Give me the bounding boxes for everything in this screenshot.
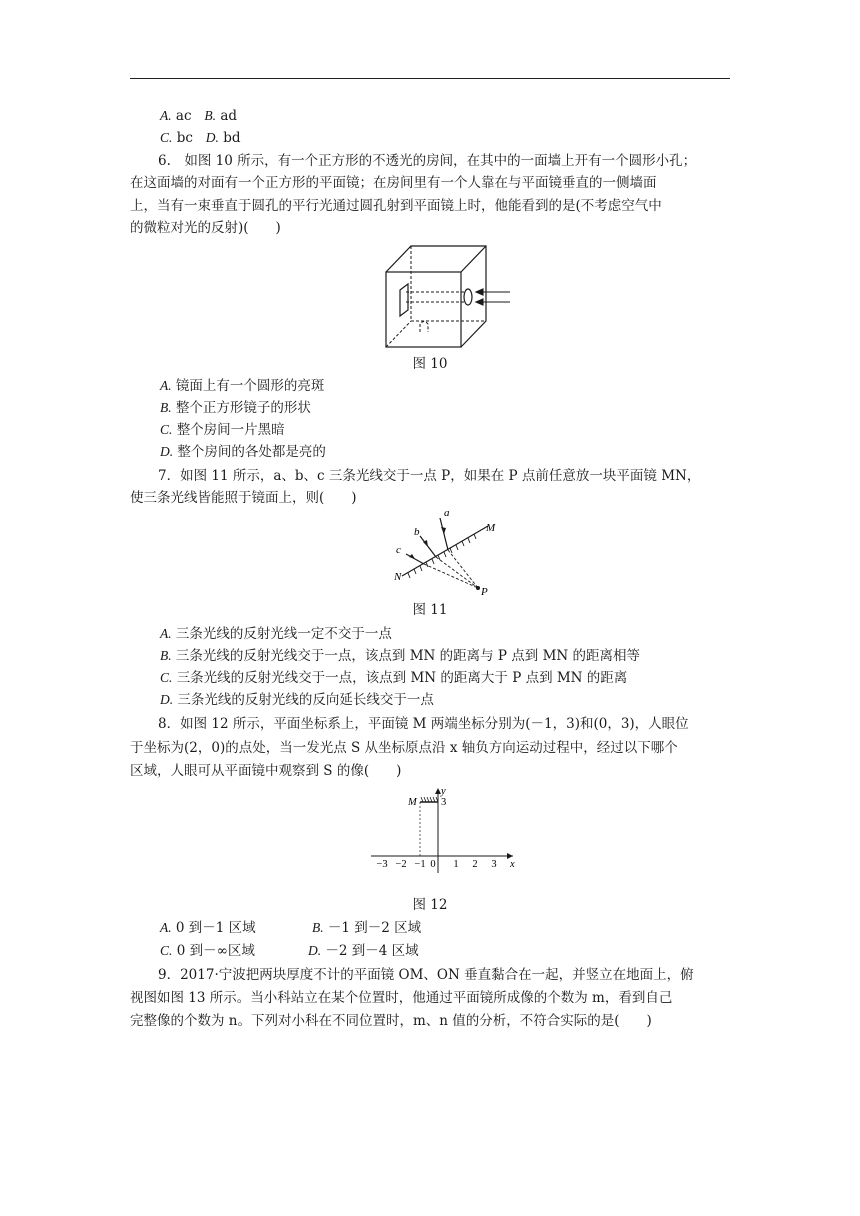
option-c-label: C. [160, 943, 173, 958]
q8-options-row-1 [160, 918, 760, 938]
person-outline [420, 322, 428, 333]
label-x: x [510, 859, 515, 870]
option-b [312, 918, 421, 938]
header-rule [130, 78, 730, 79]
q6-option-c [160, 420, 760, 440]
option-label: C. [160, 422, 173, 437]
q7-stem-line-2: 使三条光线皆能照于镜面上，则( ) [130, 490, 357, 506]
q6-stem-line-3: 上，当有一束垂直于圆孔的平行光通过圆孔射到平面镜上时，他能看到的是(不考虑空气中 [130, 198, 662, 214]
option-c-text: 0 到－∞区域 [176, 943, 255, 959]
hidden-edge-diagonal [386, 321, 411, 347]
tick-neg1: −1 [414, 859, 426, 870]
mirror-hatching [421, 797, 438, 802]
q8-options-row-2 [160, 941, 760, 961]
option-d [308, 941, 419, 961]
option-c-text: bc [176, 130, 193, 146]
tick-3: 3 [491, 859, 497, 870]
option-label: C. [160, 670, 173, 685]
option-label: A. [160, 378, 172, 393]
figure-12-coordinate-plane [365, 785, 520, 875]
option-text: 三条光线的反射光线交于一点，该点到 MN 的距离与 P 点到 MN 的距离相等 [175, 648, 641, 664]
figure-12-caption: 图 12 [412, 897, 448, 913]
label-p: P [481, 586, 488, 598]
ray-c-extension [424, 564, 478, 588]
q9-stem-line-3: 完整像的个数为 n。下列对小科在不同位置时，m、n 值的分析，不符合实际的是( ) [130, 1013, 652, 1029]
label-y: y [441, 786, 446, 797]
q7-stem-line-1: 7．如图 11 所示，a、b、c 三条光线交于一点 P，如果在 P 点前任意放一块平面镜 MN， [158, 468, 701, 484]
option-b-label: B. [312, 920, 324, 935]
option-label: B. [160, 648, 172, 663]
incoming-light-arrows [476, 289, 510, 305]
option-text: 镜面上有一个圆形的亮斑 [175, 378, 325, 394]
label-c: c [396, 544, 401, 556]
option-text: 整个房间的各处都是亮的 [177, 444, 326, 460]
hole-ellipse [464, 289, 472, 305]
option-label: D. [160, 444, 174, 459]
option-d-text: －2 到－4 区域 [325, 943, 419, 959]
q8-stem-line-1: 8．如图 12 所示，平面坐标系上，平面镜 M 两端坐标分别为(－1，3)和(0，3)，人眼位 [158, 716, 689, 732]
label-y3: 3 [441, 797, 447, 808]
q6-stem-line-2: 在这面墙的对面有一个正方形的平面镜；在房间里有一个人靠在与平面镜垂直的一侧墙面 [130, 175, 657, 191]
q6-option-d [160, 442, 760, 462]
option-text: 整个房间一片黑暗 [176, 422, 285, 438]
option-text: 三条光线的反射光线的反向延长线交于一点 [177, 692, 434, 708]
q8-stem-line-3: 区域，人眼可从平面镜中观察到 S 的像( ) [130, 763, 402, 779]
option-b-text: －1 到－2 区域 [327, 920, 422, 936]
option-c-label: C. [160, 130, 173, 145]
mirror-hatching [408, 534, 476, 578]
option-d-text: bd [223, 130, 241, 146]
option-label: A. [160, 626, 172, 641]
ray-b [420, 536, 436, 557]
tick-neg2: −2 [395, 859, 407, 870]
option-b-text: ad [220, 108, 238, 124]
mirror-shape [400, 284, 408, 316]
q7-option-d [160, 690, 760, 710]
label-m: M [486, 522, 496, 534]
option-label: D. [160, 692, 174, 707]
q6-stem-line-1: 6. 如图 10 所示，有一个正方形的不透光的房间，在其中的一面墙上开有一个圆形小孔； [158, 153, 697, 169]
tick-1: 1 [453, 859, 459, 870]
q7-option-a [160, 624, 760, 644]
option-d-label: D. [205, 130, 219, 145]
option-label: B. [160, 400, 172, 415]
label-b: b [414, 526, 420, 538]
option-b-label: B. [204, 108, 217, 123]
q7-option-b [160, 646, 760, 666]
q5-options-row-1 [160, 106, 760, 126]
label-m: M [408, 797, 417, 808]
option-text: 整个正方形镜子的形状 [175, 400, 311, 416]
q6-option-a [160, 376, 760, 396]
option-text: 三条光线的反射光线交于一点，该点到 MN 的距离大于 P 点到 MN 的距离 [176, 670, 628, 686]
q6-option-b [160, 398, 760, 418]
option-text: 三条光线的反射光线一定不交于一点 [175, 626, 392, 642]
label-n: N [394, 571, 402, 583]
figure-10-caption: 图 10 [412, 356, 448, 372]
figure-11-caption: 图 11 [412, 602, 448, 618]
figure-10-room-diagram [380, 240, 515, 350]
option-a-text: 0 到－1 区域 [175, 920, 256, 936]
q7-option-c [160, 668, 760, 688]
option-d-label: D. [308, 943, 322, 958]
tick-0: 0 [430, 859, 436, 870]
x-tick-labels [376, 859, 496, 870]
tick-neg3: −3 [376, 859, 388, 870]
option-a-label: A. [160, 920, 172, 935]
q6-stem-line-4: 的微粒对光的反射)( ) [130, 220, 281, 236]
figure-11-mirror-rays [392, 506, 504, 598]
q9-stem-line-1: 9．2017·宁波把两块厚度不计的平面镜 OM、ON 垂直黏合在一起，并竖立在地面上，俯 [158, 967, 694, 983]
option-a-text: ac [175, 108, 192, 124]
q9-stem-line-2: 视图如图 13 所示。当小科站立在某个位置时，他通过平面镜所成像的个数为 m，看到自己 [130, 990, 673, 1006]
option-a-label: A. [160, 108, 172, 123]
q8-stem-line-2: 于坐标为(2，0)的点处，当一发光点 S 从坐标原点沿 x 轴负方向运动过程中，经过以下哪个 [130, 740, 678, 756]
tick-2: 2 [472, 859, 478, 870]
point-p [476, 586, 480, 590]
q5-options-row-2 [160, 128, 760, 148]
label-a: a [444, 507, 450, 519]
